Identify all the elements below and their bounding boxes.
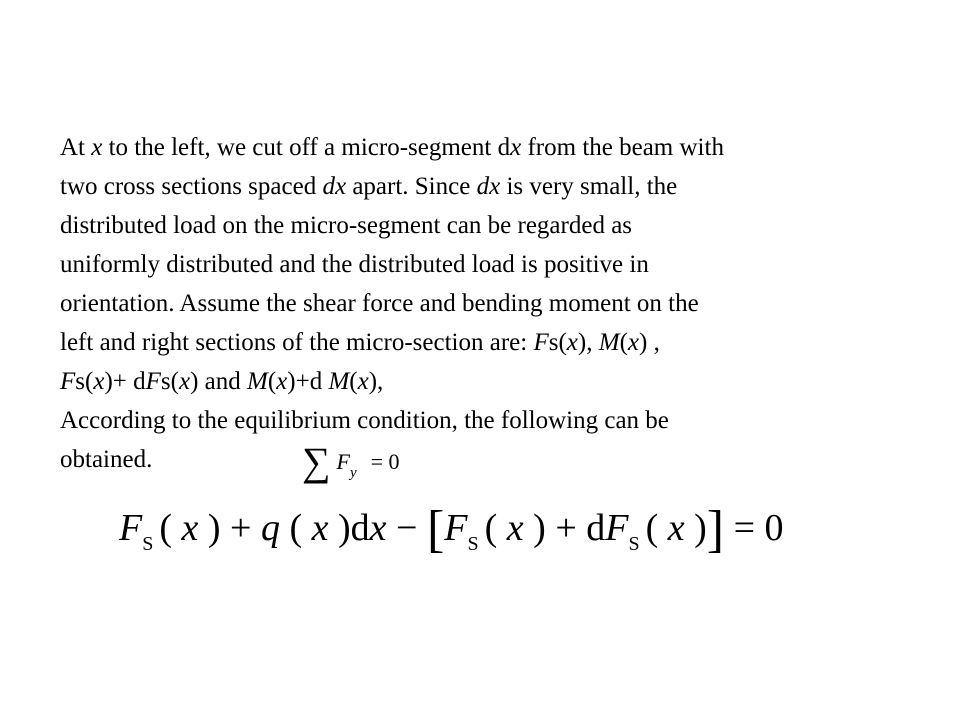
text-line: left and right sections of the micro-section are: Fs(x), M(x) , [60, 329, 660, 356]
text-line: Fs(x)+ dFs(x) and M(x)+d M(x), [60, 368, 384, 395]
text-line: According to the equilibrium condition, the following can be [60, 407, 669, 434]
force-symbol: F [336, 449, 350, 474]
text-line: two cross sections spaced dx apart. Since dx is very small, the [60, 173, 678, 200]
text-line: At x to the left, we cut off a micro-segment dx from the beam with [60, 134, 724, 161]
left-bracket: [ [426, 501, 445, 558]
subscript: y [349, 465, 357, 481]
equation-rhs: = 0 [370, 449, 400, 474]
text-line: orientation. Assume the shear force and bending moment on the [60, 290, 699, 317]
text-line: uniformly distributed and the distributed load is positive in [60, 251, 649, 278]
body-paragraph [60, 128, 920, 479]
text-line: distributed load on the micro-segment can be regarded as [60, 212, 633, 239]
sum-fy-equation [302, 438, 400, 485]
equilibrium-equation: $F_S$ ( x ) + q ( x )$dx - [F_S$ ( x ) + $dF_S$ ( x )] = 0 [119, 501, 784, 558]
right-bracket: ] [706, 501, 725, 558]
text-line: obtained. [60, 446, 153, 473]
sigma-symbol: ∑ [302, 439, 331, 484]
